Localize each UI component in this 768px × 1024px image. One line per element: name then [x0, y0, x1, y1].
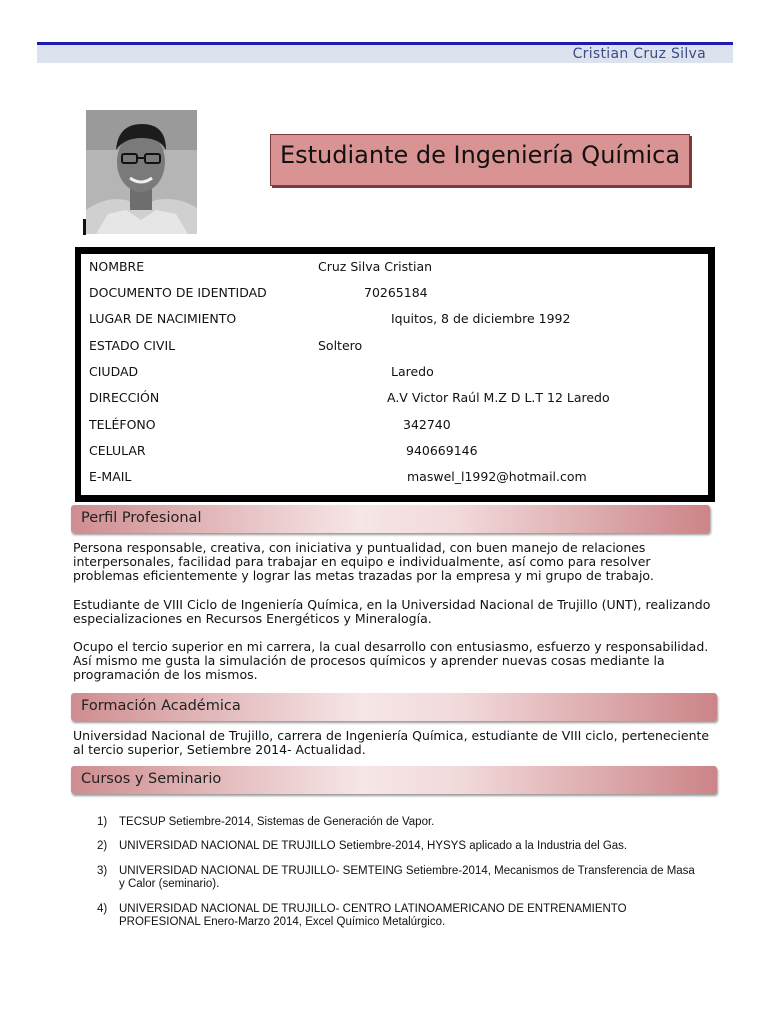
info-label-nacimiento: LUGAR DE NACIMIENTO [89, 311, 237, 326]
section-perfil-title: Perfil Profesional [81, 510, 202, 526]
formacion-paragraph: Universidad Nacional de Trujillo, carrera de Ingeniería Química, estudiante de VIII ciclo, perteneciente al tercio superior, Setiembre 2014- Actualidad. [73, 728, 710, 757]
info-label-nombre: NOMBRE [89, 259, 145, 274]
section-cursos-header [71, 766, 717, 794]
perfil-paragraph-3: Ocupo el tercio superior en mi carrera, la cual desarrollo con entusiasmo, esfuerzo y responsabilidad. Así mismo me gusta la simulación de procesos químicos y aprender nuevas cosas mediante la programación de los mismos. [73, 639, 709, 682]
course-number: 1) [97, 816, 108, 828]
profile-photo [86, 110, 197, 234]
info-label-email: E-MAIL [89, 469, 132, 484]
perfil-paragraph-2: Estudiante de VIII Ciclo de Ingeniería Química, en la Universidad Nacional de Trujillo (UNT), realizando especializaciones en Recursos Energéticos y Mineralogía. [73, 597, 711, 626]
course-text: UNIVERSIDAD NACIONAL DE TRUJILLO- CENTRO LATINOAMERICANO DE ENTRENAMIENTO PROFESIONAL Enero-Marzo 2014, Excel Químico Metalúrgico. [119, 903, 627, 928]
info-value-email: maswel_l1992@hotmail.com [407, 469, 587, 484]
info-value-nombre: Cruz Silva Cristian [318, 259, 433, 274]
info-value-direccion: A.V Victor Raúl M.Z D L.T 12 Laredo [387, 390, 610, 405]
course-number: 3) [97, 865, 108, 877]
info-label-direccion: DIRECCIÓN [89, 390, 160, 405]
section-cursos-title: Cursos y Seminario [81, 771, 222, 787]
info-value-ciudad: Laredo [391, 364, 434, 379]
info-value-nacimiento: Iquitos, 8 de diciembre 1992 [391, 311, 571, 326]
course-text: TECSUP Setiembre-2014, Sistemas de Generación de Vapor. [119, 816, 435, 828]
info-value-telefono: 342740 [403, 417, 451, 432]
photo-marker [83, 219, 86, 235]
info-label-celular: CELULAR [89, 443, 146, 458]
page-title: Estudiante de Ingeniería Química [279, 141, 681, 169]
info-label-ciudad: CIUDAD [89, 364, 139, 379]
info-value-documento: 70265184 [364, 285, 428, 300]
section-formacion-title: Formación Académica [81, 698, 241, 714]
section-formacion-header [71, 693, 717, 721]
course-number: 2) [97, 840, 108, 852]
section-perfil-header [71, 505, 710, 533]
title-banner [270, 134, 690, 186]
perfil-paragraph-1: Persona responsable, creativa, con iniciativa y puntualidad, con buen manejo de relaciones interpersonales, facilidad para trabajar en equipo e individualmente, así como para resolver problemas eficientemente y lograr las metas trazadas por la empresa y mi grupo de trabajo. [73, 540, 654, 583]
header-name: Cristian Cruz Silva [572, 46, 706, 62]
course-text: UNIVERSIDAD NACIONAL DE TRUJILLO- SEMTEING Setiembre-2014, Mecanismos de Transferencia de Masa y Calor (seminario). [119, 865, 695, 890]
info-label-documento: DOCUMENTO DE IDENTIDAD [89, 285, 267, 300]
info-value-estado-civil: Soltero [318, 338, 363, 353]
course-text: UNIVERSIDAD NACIONAL DE TRUJILLO Setiembre-2014, HYSYS aplicado a la Industria del Gas. [119, 840, 628, 852]
info-label-estado-civil: ESTADO CIVIL [89, 338, 176, 353]
info-value-celular: 940669146 [406, 443, 478, 458]
info-label-telefono: TELÉFONO [89, 417, 156, 432]
course-number: 4) [97, 903, 108, 915]
